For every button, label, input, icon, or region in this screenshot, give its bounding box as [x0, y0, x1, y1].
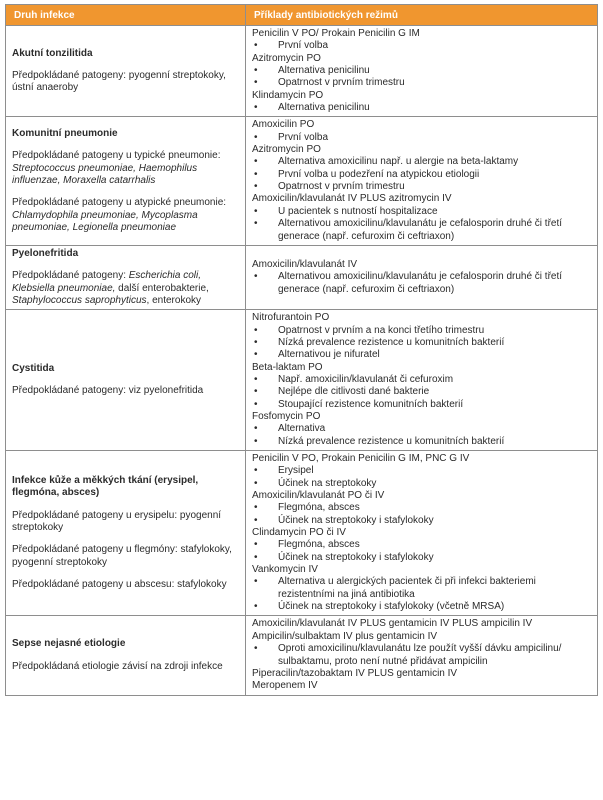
regimen-bullet: • Alternativou amoxicilinu/klavulanátu je cefalosporin druhé či třetí generace (např. cefuroxim či ceftriaxon) — [252, 218, 591, 243]
spacer — [12, 569, 239, 579]
pathogen-note — [12, 385, 239, 397]
infection-cell — [6, 616, 246, 695]
table-row — [6, 310, 598, 451]
regimen-bullet: • Alternativou amoxicilinu/klavulanátu je cefalosporin druhé či třetí generace (např. cefuroxim či ceftriaxon) — [252, 271, 591, 296]
table-row — [6, 117, 598, 245]
regimen-bullet: • Stoupající rezistence komunitních bakterií — [252, 399, 591, 411]
regimen-bullet: • U pacientek s nutností hospitalizace — [252, 206, 591, 218]
note-text: Předpokládané patogeny u erysipelu: pyogenní streptokoky — [12, 509, 222, 534]
drug-line: Amoxicilin PO — [252, 119, 315, 131]
regimen-bullet: • Opatrnost v prvním a na konci třetího trimestru — [252, 325, 591, 337]
spacer — [12, 500, 239, 510]
infection-cell — [6, 26, 246, 117]
pathogen-note — [12, 510, 239, 535]
drug-line: Klindamycin PO — [252, 89, 324, 101]
regimen-bullet: • Účinek na streptokoky — [252, 478, 591, 490]
pathogen-note — [12, 270, 239, 307]
table-row — [6, 26, 598, 117]
regimen-bullet: • Flegmóna, absces — [252, 539, 591, 551]
spacer — [12, 187, 239, 197]
regimen-bullet: • Účinek na streptokoky i stafylokoky (včetně MRSA) — [252, 601, 591, 613]
pathogen-name: Chlamydophila pneumoniae, Mycoplasma pneumoniae, Legionella pneumoniae — [12, 209, 198, 233]
regimen-bullet: • Alternativa penicilinu — [252, 102, 591, 114]
regimen-bullet: • Erysipel — [252, 465, 591, 477]
table-row — [6, 616, 598, 695]
spacer — [12, 60, 239, 70]
pathogen-note — [12, 150, 239, 187]
drug-line: Beta-laktam PO — [252, 361, 323, 373]
note-text: Předpokládané patogeny: pyogenní streptokoky, ústní anaeroby — [12, 70, 226, 94]
regimen-bullet: • Oproti amoxicilinu/klavulanátu lze použít vyšší dávku ampicilinu/ sulbaktamu, proto není nutné přidávat ampicilin — [252, 643, 591, 668]
pathogen-name: Streptococcus pneumoniae, Haemophilus influenzae, Moraxella catarrhalis — [12, 162, 198, 186]
infection-title: Pyelonefritida — [12, 247, 79, 259]
regimen-cell — [246, 117, 598, 245]
regimen-bullet: • První volba u podezření na atypickou etiologii — [252, 169, 591, 181]
header-infection-type: Druh infekce — [6, 5, 246, 26]
drug-line: Piperacilin/tazobaktam IV PLUS gentamicin IV — [252, 667, 458, 679]
note-text: Předpokládané patogeny u atypické pneumonie: — [12, 197, 227, 209]
regimen-cell — [246, 26, 598, 117]
infection-title: Infekce kůže a měkkých tkání (erysipel, flegmóna, absces) — [12, 475, 199, 499]
regimen-cell — [246, 451, 598, 616]
pathogen-note — [12, 579, 239, 591]
infection-cell — [6, 117, 246, 245]
table-row — [6, 451, 598, 616]
pathogen-note — [12, 544, 239, 569]
spacer — [12, 375, 239, 385]
regimen-bullet: • Flegmóna, absces — [252, 502, 591, 514]
regimen-bullet: • Nízká prevalence rezistence u komunitních bakterií — [252, 436, 591, 448]
regimen-bullet: • Např. amoxicilin/klavulanát či cefuroxim — [252, 374, 591, 386]
spacer — [12, 651, 239, 661]
spacer — [12, 140, 239, 150]
regimen-cell — [246, 310, 598, 451]
drug-line: Amoxicilin/klavulanát IV PLUS azitromycin IV — [252, 193, 452, 205]
regimen-bullet: • Alternativa — [252, 423, 591, 435]
note-text: Předpokládaná etiologie závisí na zdroji infekce — [12, 660, 223, 672]
infection-title: Komunitní pneumonie — [12, 127, 118, 139]
infection-title: Cystitida — [12, 362, 55, 374]
pathogen-note — [12, 661, 239, 673]
spacer — [12, 534, 239, 544]
note-text: , enterokoky — [146, 294, 202, 306]
regimen-bullet: • První volba — [252, 40, 591, 52]
infection-cell — [6, 451, 246, 616]
drug-line: Fosfomycin PO — [252, 410, 321, 422]
drug-line: Meropenem IV — [252, 680, 318, 692]
drug-line: Vankomycin IV — [252, 564, 318, 576]
pathogen-note — [12, 197, 239, 234]
regimen-bullet: • Nízká prevalence rezistence u komunitních bakterií — [252, 337, 591, 349]
regimen-bullet: • Účinek na streptokoky i stafylokoky — [252, 515, 591, 527]
drug-line: Azitromycin PO — [252, 52, 321, 64]
regimen-bullet: • Alternativa u alergických pacientek či při infekci bakteriemi rezistentními na jiná antibiotika — [252, 576, 591, 601]
regimen-bullet: • Alternativa penicilinu — [252, 65, 591, 77]
regimen-bullet: • Opatrnost v prvním trimestru — [252, 77, 591, 89]
drug-line: Ampicilin/sulbaktam IV plus gentamicin IV — [252, 630, 438, 642]
drug-line: Azitromycin PO — [252, 144, 321, 156]
infection-title: Sepse nejasné etiologie — [12, 638, 126, 650]
drug-line: Amoxicilin/klavulanát IV PLUS gentamicin IV PLUS ampicilin IV — [252, 618, 533, 630]
drug-line: Clindamycin PO či IV — [252, 527, 346, 539]
infection-cell — [6, 245, 246, 309]
drug-line: Penicilin V PO/ Prokain Penicilin G IM — [252, 28, 420, 39]
regimen-cell — [246, 616, 598, 695]
regimen-bullet: • Alternativou je nifuratel — [252, 349, 591, 361]
antibiotic-regimens-table — [5, 4, 598, 696]
header-row — [6, 5, 598, 26]
note-text: další enterobakterie, — [115, 282, 209, 294]
regimen-bullet: • Nejlépe dle citlivosti dané bakterie — [252, 386, 591, 398]
header-regimen-examples: Příklady antibiotických režimů — [246, 5, 598, 26]
note-text: Předpokládané patogeny u abscesu: stafylokoky — [12, 579, 227, 591]
note-text: Předpokládané patogeny: viz pyelonefritida — [12, 385, 204, 397]
regimen-bullet: • Účinek na streptokoky i stafylokoky — [252, 552, 591, 564]
table-row — [6, 245, 598, 309]
drug-line: Penicilin V PO, Prokain Penicilin G IM, PNC G IV — [252, 453, 470, 464]
regimen-bullet: • Opatrnost v prvním trimestru — [252, 181, 591, 193]
note-text: Předpokládané patogeny u typické pneumonie: — [12, 150, 221, 162]
pathogen-name: Staphylococcus saprophyticus — [12, 294, 147, 306]
regimen-bullet: • První volba — [252, 132, 591, 144]
regimen-cell — [246, 245, 598, 309]
drug-line: Nitrofurantoin PO — [252, 312, 330, 324]
note-text: Předpokládané patogeny: — [12, 270, 129, 282]
drug-line: Amoxicilin/klavulanát PO či IV — [252, 490, 385, 502]
infection-title: Akutní tonzilitida — [12, 47, 93, 59]
infection-cell — [6, 310, 246, 451]
spacer — [12, 260, 239, 270]
regimen-bullet: • Alternativa amoxicilinu např. u alergie na beta-laktamy — [252, 156, 591, 168]
drug-line: Amoxicilin/klavulanát IV — [252, 259, 358, 271]
pathogen-name: Escherichia coli, Klebsiella pneumoniae, — [12, 270, 202, 294]
note-text: Předpokládané patogeny u flegmóny: stafylokoky, pyogenní streptokoky — [12, 544, 232, 568]
pathogen-note — [12, 70, 239, 95]
